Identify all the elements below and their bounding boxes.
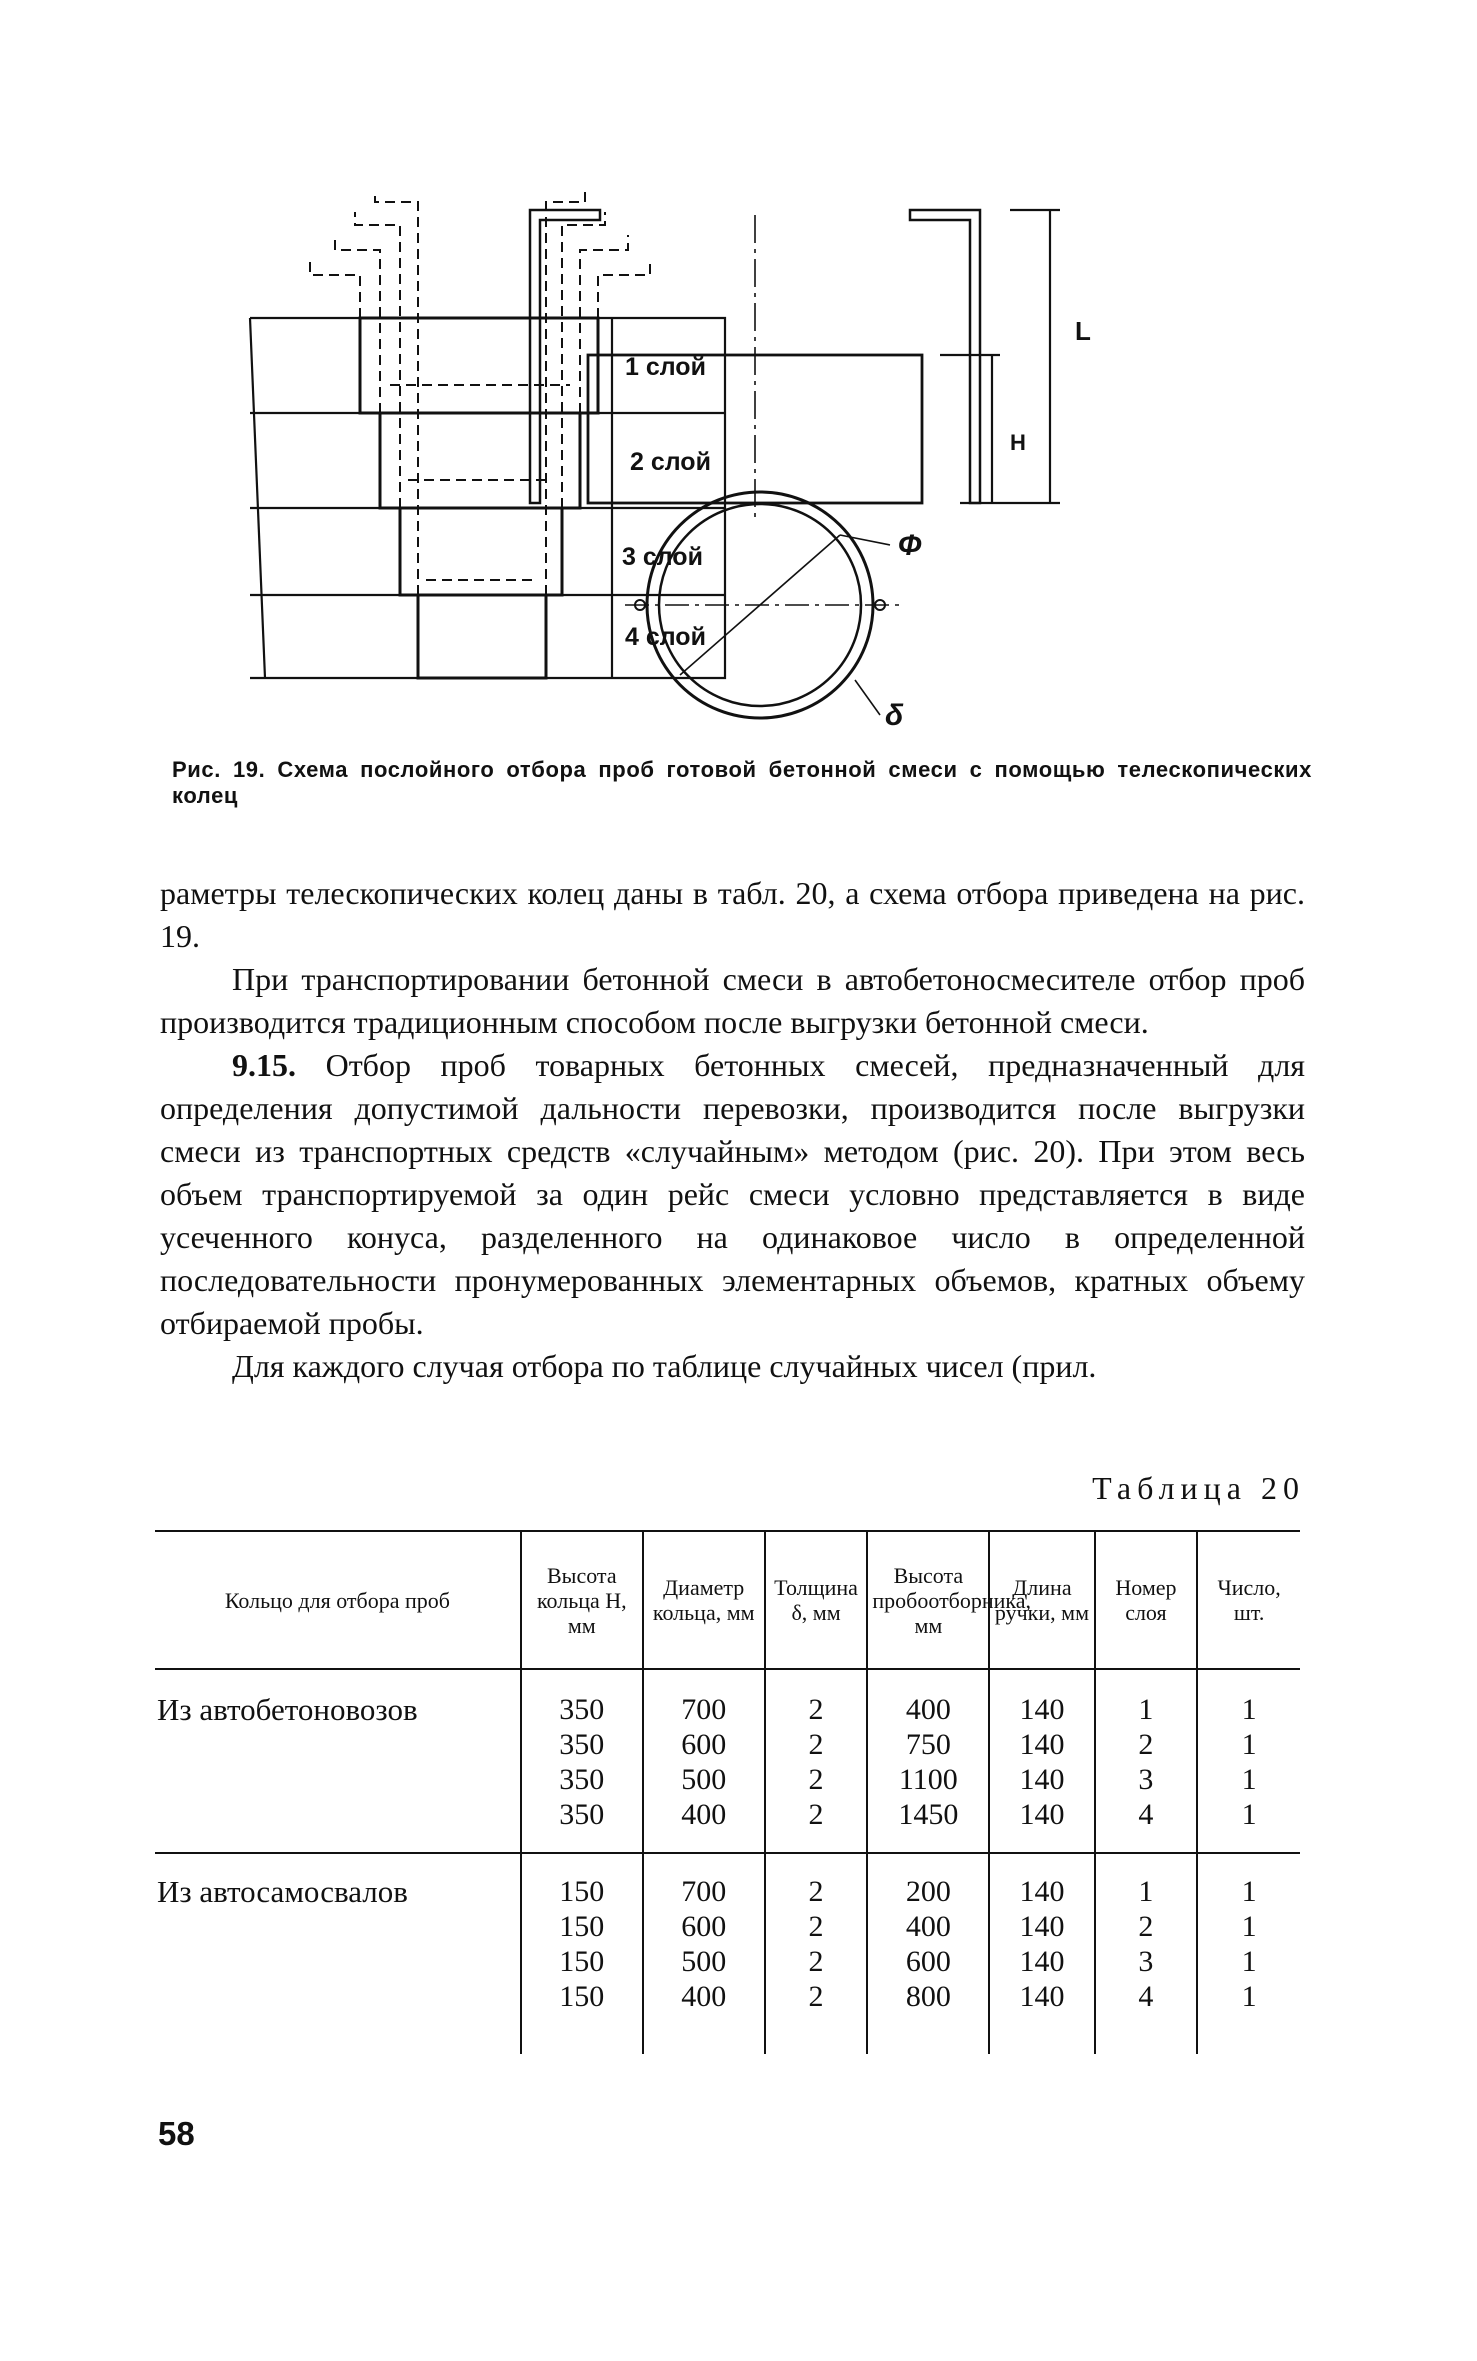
cell-thickness	[765, 1853, 868, 2054]
value: 140	[1019, 1693, 1065, 1726]
dim-label-H: H	[1010, 430, 1026, 455]
figure-caption: Рис. 19. Схема послойного отбора проб готовой бетонной смеси с помощью телескопических колец	[172, 757, 1312, 808]
ring-4	[418, 595, 546, 678]
value: 2	[1138, 1728, 1154, 1761]
phi-leader	[840, 535, 890, 545]
value: 350	[559, 1728, 605, 1761]
header-ring: Кольцо для отбора проб	[155, 1531, 521, 1669]
value: 750	[905, 1728, 951, 1761]
paragraph: раметры телескопических колец даны в табл. 20, а схема отбора приведена на рис. 19.	[160, 875, 1305, 954]
value: 140	[1019, 1798, 1065, 1831]
header-handle: Длина ручки, мм	[989, 1531, 1094, 1669]
layer-label-1: 1 слой	[625, 353, 706, 381]
cell-sampler	[867, 1669, 989, 1853]
header-height: Высота кольца Н, мм	[521, 1531, 643, 1669]
value: 1450	[898, 1798, 959, 1831]
value: 1	[1241, 1875, 1257, 1908]
figure-19	[240, 190, 1260, 730]
value: 140	[1019, 1728, 1065, 1761]
dim-label-delta: δ	[885, 699, 904, 730]
value: 3	[1138, 1945, 1154, 1978]
table-row	[155, 1669, 1300, 1853]
table-label: Таблица 20	[1092, 1470, 1305, 1506]
paragraph-text: Отбор проб товарных бетонных смесей, предназначенный для определения допустимой дальности перевозки, производится после выгрузки смеси из транспортных средств «случайным» методом (рис. 20). При этом весь объем транспортируемой за один рейс смеси условно представляется в виде усеченного конуса, разделенного на одинаковое число в определенной последовательности пронумерованных элементарных объемов, кратных объему отбираемой пробы.	[160, 1047, 1305, 1341]
layer-label-4: 4 слой	[625, 623, 706, 651]
value: 2	[808, 1798, 824, 1831]
header-layer: Номер слоя	[1095, 1531, 1198, 1669]
value: 4	[1138, 1980, 1154, 2013]
value: 2	[808, 1945, 824, 1978]
header-sampler: Высота пробоотборника, мм	[867, 1531, 989, 1669]
cell-ring-name: Из автобетоновозов	[155, 1669, 521, 1853]
telescopic-rings-diagram	[240, 190, 1260, 730]
ring-2	[380, 413, 580, 508]
value: 1100	[898, 1763, 958, 1796]
cell-sampler	[867, 1853, 989, 2054]
paragraph-9-15	[160, 1044, 1305, 1345]
block-left-edge	[250, 318, 265, 678]
value: 140	[1019, 1945, 1065, 1978]
value: 600	[681, 1910, 727, 1943]
cell-height	[521, 1853, 643, 2054]
value: 500	[681, 1763, 727, 1796]
value: 150	[559, 1875, 605, 1908]
cell-height	[521, 1669, 643, 1853]
cell-ring-name: Из автосамосвалов	[157, 1874, 408, 1909]
cell-count	[1197, 1853, 1300, 2054]
value: 700	[681, 1875, 727, 1908]
header-diameter: Диаметр кольца, мм	[643, 1531, 765, 1669]
value: 400	[681, 1798, 727, 1831]
table-header-row	[155, 1531, 1300, 1669]
value: 2	[808, 1693, 824, 1726]
value: 140	[1019, 1910, 1065, 1943]
value: 500	[681, 1945, 727, 1978]
value: 3	[1138, 1763, 1154, 1796]
value: 800	[905, 1980, 951, 2013]
ring-1	[360, 318, 598, 413]
value: 600	[905, 1945, 951, 1978]
header-count: Число, шт.	[1197, 1531, 1300, 1669]
section-number: 9.15.	[232, 1047, 296, 1083]
dim-label-phi: Ф	[898, 529, 922, 562]
ring-handle-right	[910, 210, 980, 503]
layer-label-2: 2 слой	[630, 448, 711, 476]
cell-thickness	[765, 1669, 868, 1853]
value: 400	[905, 1910, 951, 1943]
value: 1	[1241, 1945, 1257, 1978]
value: 350	[559, 1693, 605, 1726]
table-20	[155, 1530, 1300, 2054]
value: 150	[559, 1945, 605, 1978]
cell-handle	[989, 1853, 1094, 2054]
value: 150	[559, 1910, 605, 1943]
value: 140	[1019, 1980, 1065, 2013]
value: 350	[559, 1763, 605, 1796]
header-thickness: Толщина δ, мм	[765, 1531, 868, 1669]
value: 600	[681, 1728, 727, 1761]
cell-handle	[989, 1669, 1094, 1853]
value: 2	[808, 1875, 824, 1908]
cell-layer	[1095, 1853, 1198, 2054]
value: 1	[1241, 1798, 1257, 1831]
value: 1	[1138, 1875, 1154, 1908]
value: 4	[1138, 1798, 1154, 1831]
delta-leader	[855, 680, 880, 715]
value: 200	[905, 1875, 951, 1908]
value: 2	[808, 1763, 824, 1796]
value: 150	[559, 1980, 605, 2013]
value: 1	[1241, 1728, 1257, 1761]
value: 1	[1138, 1693, 1154, 1726]
value: 1	[1241, 1763, 1257, 1796]
value: 1	[1241, 1980, 1257, 2013]
value: 2	[808, 1910, 824, 1943]
page-number: 58	[158, 2115, 195, 2152]
cell-count	[1197, 1669, 1300, 1853]
cell-layer	[1095, 1669, 1198, 1853]
ring-handle-left	[530, 210, 600, 503]
value: 700	[681, 1693, 727, 1726]
paragraph: Для каждого случая отбора по таблице случайных чисел (прил.	[232, 1348, 1097, 1384]
body-text	[160, 872, 1305, 1388]
cell-diameter	[643, 1853, 765, 2054]
value: 140	[1019, 1875, 1065, 1908]
cell-diameter	[643, 1669, 765, 1853]
value: 140	[1019, 1763, 1065, 1796]
value: 1	[1241, 1910, 1257, 1943]
paragraph: При транспортировании бетонной смеси в автобетоносмесителе отбор проб производится традиционным способом после выгрузки бетонной смеси.	[160, 961, 1305, 1040]
value: 400	[905, 1693, 951, 1726]
value: 2	[808, 1980, 824, 2013]
ring-3	[400, 508, 562, 595]
value: 2	[808, 1728, 824, 1761]
value: 2	[1138, 1910, 1154, 1943]
table-row	[155, 1853, 1300, 2054]
value: 400	[681, 1980, 727, 2013]
layer-label-3: 3 слой	[622, 543, 703, 571]
value: 350	[559, 1798, 605, 1831]
value: 1	[1241, 1693, 1257, 1726]
dim-label-L: L	[1075, 316, 1091, 346]
